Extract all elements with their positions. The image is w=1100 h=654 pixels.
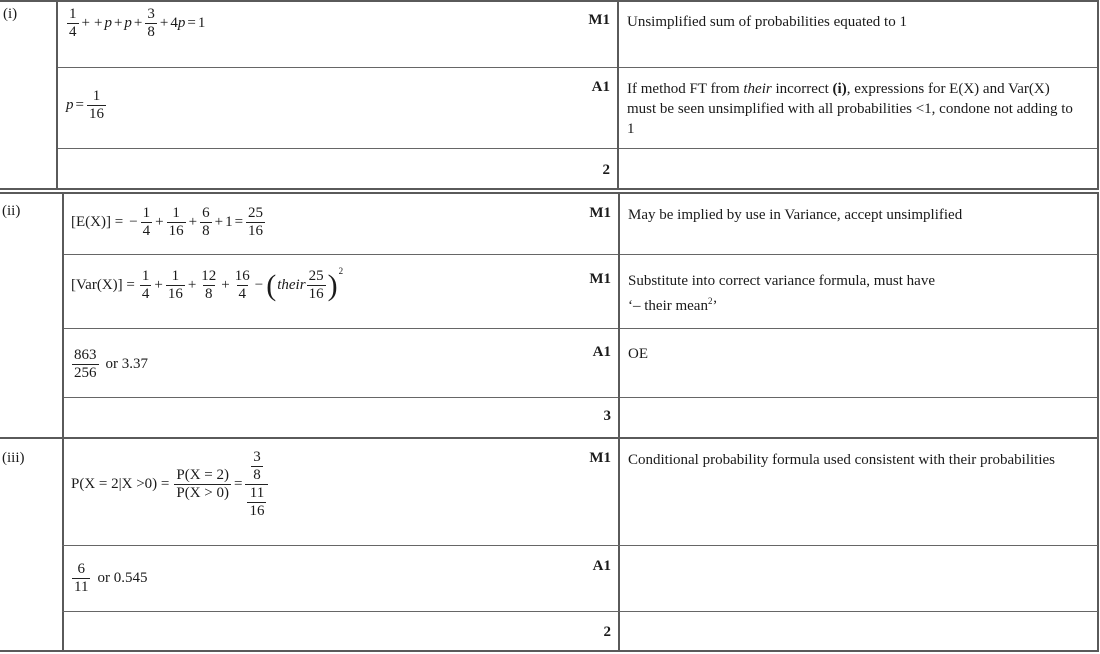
table-border-top	[0, 0, 1098, 2]
column-divider-mark	[618, 192, 620, 652]
table-border-right	[1097, 0, 1099, 190]
row-divider	[56, 148, 1098, 149]
guidance-text: OE	[628, 346, 648, 362]
total-marks: 3	[603, 408, 611, 424]
guidance-text: Substitute into correct variance formula, must have ‘– their mean$^2$’	[628, 273, 935, 314]
section-divider	[0, 192, 1098, 194]
guidance-text: Conditional probability formula used consistent with their probabilities	[628, 452, 1056, 468]
column-divider-mark	[617, 0, 619, 190]
mark-code: A1	[592, 558, 611, 574]
total-marks: 2	[602, 162, 610, 178]
working-conditional-result: $\frac{6}{11}$ or 0.545	[74, 561, 148, 595]
working-sum-equation: $\frac{1}{4}$ + + p + p + $\frac{3}{8}$ + 4 p = 1	[69, 6, 206, 40]
section-divider	[0, 437, 1098, 439]
part-label-i: (i)	[3, 6, 18, 22]
working-variance: [Var(X)] = $\frac{1}{4}$ + $\frac{1}{16}$ + $\frac{12}{8}$ + $\frac{16}{4}$ − ( their $\frac{25}{16}$ ) $^2$	[71, 266, 344, 302]
guidance-text: If method FT from their incorrect (i), expressions for E(X) and Var(X) must be seen unsimplified with all probabilities <1, condone not adding to 1	[627, 81, 1073, 137]
working-conditional-probability: P(X = 2|X >0) = $\frac{P(X = 2)}{P(X > 0)}$ = 3 8 11 16	[71, 449, 269, 520]
row-divider	[62, 254, 1098, 255]
row-divider	[62, 397, 1098, 398]
mark-code: M1	[588, 12, 610, 28]
part-label-ii: (ii)	[2, 203, 21, 219]
row-divider	[62, 328, 1098, 329]
table-border-bottom	[0, 650, 1098, 652]
part-label-iii: (iii)	[2, 450, 25, 466]
working-expectation: [E(X)] = − $\frac{1}{4}$ + $\frac{1}{16}$ + $\frac{6}{8}$ + 1 = $\frac{25}{16}$	[71, 205, 264, 239]
row-divider	[62, 611, 1098, 612]
mark-code: M1	[589, 205, 611, 221]
guidance-text: Unsimplified sum of probabilities equated to 1	[627, 14, 907, 30]
working-variance-result: $\frac{863}{256}$ or 3.37	[74, 347, 148, 381]
mark-code: M1	[589, 450, 611, 466]
column-divider-part	[56, 0, 58, 190]
working-p-value: p = $\frac{1}{16}$	[66, 88, 104, 122]
mark-code: M1	[589, 271, 611, 287]
guidance-text: May be implied by use in Variance, accept unsimplified	[628, 207, 963, 223]
section-divider	[0, 188, 1098, 190]
table-border-right	[1097, 192, 1099, 652]
total-marks: 2	[603, 624, 611, 640]
mark-code: A1	[591, 79, 610, 95]
mark-code: A1	[592, 344, 611, 360]
column-divider-part	[62, 192, 64, 652]
row-divider	[56, 67, 1098, 68]
row-divider	[62, 545, 1098, 546]
